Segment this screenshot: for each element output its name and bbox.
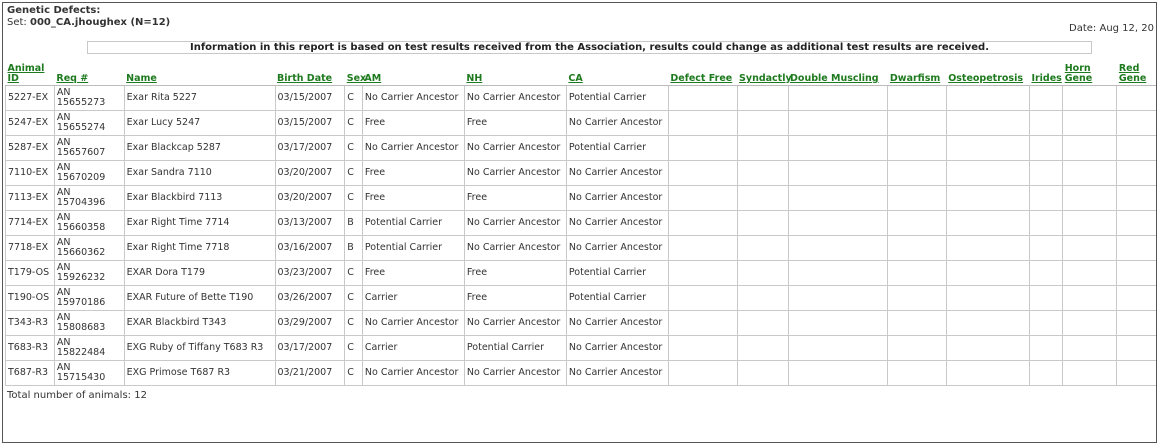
column-header [1117, 60, 1157, 86]
id-cell: 5227-EX [6, 86, 55, 111]
empty-cell [1063, 286, 1117, 311]
req-prefix: AN [56, 187, 71, 198]
empty-cell [788, 311, 888, 336]
table-row [6, 161, 1157, 186]
req-cell [54, 361, 124, 386]
column-header [946, 60, 1029, 86]
req-number: 15926232 [56, 272, 106, 283]
column-header [124, 60, 275, 86]
empty-cell [668, 261, 737, 286]
nh-cell: No Carrier Ancestor [464, 211, 566, 236]
name-cell: Exar Blackbird 7113 [124, 186, 275, 211]
empty-cell [946, 211, 1029, 236]
empty-cell [1029, 311, 1062, 336]
birth-cell: 03/23/2007 [275, 261, 345, 286]
empty-cell [946, 261, 1029, 286]
sort-link[interactable]: Red Gene [1118, 63, 1147, 84]
empty-cell [1063, 111, 1117, 136]
req-prefix: AN [56, 262, 71, 273]
empty-cell [946, 186, 1029, 211]
empty-cell [1029, 211, 1062, 236]
am-cell: No Carrier Ancestor [362, 361, 464, 386]
empty-cell [1117, 236, 1157, 261]
req-number: 15970186 [56, 297, 106, 308]
id-cell: T687-R3 [6, 361, 55, 386]
ca-cell: No Carrier Ancestor [566, 336, 668, 361]
req-cell [54, 311, 124, 336]
empty-cell [1063, 311, 1117, 336]
ca-cell: No Carrier Ancestor [566, 311, 668, 336]
ca-cell: No Carrier Ancestor [566, 111, 668, 136]
empty-cell [788, 236, 888, 261]
req-prefix: AN [56, 237, 71, 248]
sex-cell: C [345, 136, 363, 161]
table-row [6, 136, 1157, 161]
req-prefix: AN [56, 162, 71, 173]
req-number: 15660358 [56, 222, 106, 233]
sort-link[interactable]: Osteopetrosis [948, 73, 1023, 84]
empty-cell [668, 336, 737, 361]
empty-cell [946, 336, 1029, 361]
req-prefix: AN [56, 287, 71, 298]
name-cell: EXG Ruby of Tiffany T683 R3 [124, 336, 275, 361]
empty-cell [788, 86, 888, 111]
empty-cell [737, 361, 788, 386]
sex-cell: C [345, 111, 363, 136]
name-cell: Exar Lucy 5247 [124, 111, 275, 136]
table-row [6, 86, 1157, 111]
empty-cell [1063, 86, 1117, 111]
req-number: 15822484 [56, 347, 106, 358]
empty-cell [788, 161, 888, 186]
report-frame [2, 2, 1157, 443]
birth-cell: 03/21/2007 [275, 361, 345, 386]
empty-cell [1029, 136, 1062, 161]
sex-cell: C [345, 286, 363, 311]
nh-cell: Potential Carrier [464, 336, 566, 361]
req-number: 15660362 [56, 247, 106, 258]
am-cell: Carrier [362, 336, 464, 361]
name-cell: Exar Sandra 7110 [124, 161, 275, 186]
empty-cell [888, 311, 946, 336]
empty-cell [1029, 111, 1062, 136]
column-header [6, 60, 55, 86]
sort-link[interactable]: Sex [346, 73, 367, 84]
nh-cell: Free [464, 286, 566, 311]
nh-cell: Free [464, 261, 566, 286]
empty-cell [1117, 336, 1157, 361]
name-cell: EXG Primose T687 R3 [124, 361, 275, 386]
empty-cell [737, 261, 788, 286]
empty-cell [1117, 261, 1157, 286]
empty-cell [1117, 311, 1157, 336]
nh-cell: No Carrier Ancestor [464, 136, 566, 161]
table-row [6, 311, 1157, 336]
empty-cell [668, 311, 737, 336]
empty-cell [1029, 186, 1062, 211]
empty-cell [668, 111, 737, 136]
table-row [6, 111, 1157, 136]
empty-cell [788, 261, 888, 286]
empty-cell [1029, 261, 1062, 286]
ca-cell: No Carrier Ancestor [566, 236, 668, 261]
id-cell: 7110-EX [6, 161, 55, 186]
table-row [6, 261, 1157, 286]
am-cell: No Carrier Ancestor [362, 311, 464, 336]
sort-link[interactable]: AM [364, 73, 382, 84]
empty-cell [668, 86, 737, 111]
id-cell: 7714-EX [6, 211, 55, 236]
birth-cell: 03/15/2007 [275, 86, 345, 111]
nh-cell: No Carrier Ancestor [464, 161, 566, 186]
set-name: 000_CA.jhoughex (N=12) [29, 17, 171, 28]
am-cell: No Carrier Ancestor [362, 86, 464, 111]
empty-cell [1029, 336, 1062, 361]
empty-cell [1029, 361, 1062, 386]
req-number: 15715430 [56, 372, 106, 383]
empty-cell [737, 111, 788, 136]
req-prefix: AN [56, 212, 71, 223]
empty-cell [946, 311, 1029, 336]
empty-cell [888, 286, 946, 311]
empty-cell [788, 336, 888, 361]
sex-cell: C [345, 261, 363, 286]
column-header [362, 60, 464, 86]
name-cell: EXAR Future of Bette T190 [124, 286, 275, 311]
empty-cell [788, 211, 888, 236]
table-row [6, 361, 1157, 386]
req-prefix: AN [56, 87, 71, 98]
id-cell: T190-OS [6, 286, 55, 311]
set-line [7, 17, 170, 28]
table-row [6, 336, 1157, 361]
empty-cell [888, 211, 946, 236]
am-cell: Potential Carrier [362, 236, 464, 261]
empty-cell [1117, 161, 1157, 186]
req-prefix: AN [56, 137, 71, 148]
empty-cell [888, 336, 946, 361]
column-header [345, 60, 367, 86]
nh-cell: No Carrier Ancestor [464, 86, 566, 111]
table-row [6, 186, 1157, 211]
empty-cell [668, 136, 737, 161]
req-cell [54, 161, 124, 186]
set-prefix: Set: [7, 17, 27, 28]
am-cell: Carrier [362, 286, 464, 311]
req-prefix: AN [56, 112, 71, 123]
table-body [6, 86, 1157, 386]
birth-cell: 03/17/2007 [275, 136, 345, 161]
column-header [888, 60, 946, 86]
birth-cell: 03/26/2007 [275, 286, 345, 311]
empty-cell [668, 211, 737, 236]
ca-cell: No Carrier Ancestor [566, 211, 668, 236]
empty-cell [1063, 336, 1117, 361]
empty-cell [888, 86, 946, 111]
sort-link[interactable]: Name [126, 73, 157, 84]
name-cell: EXAR Blackbird T343 [124, 311, 275, 336]
empty-cell [668, 286, 737, 311]
sex-cell: C [345, 161, 363, 186]
empty-cell [1117, 211, 1157, 236]
sex-cell: C [345, 86, 363, 111]
sort-link[interactable]: Dwarfism [889, 73, 941, 84]
empty-cell [946, 136, 1029, 161]
empty-cell [737, 161, 788, 186]
empty-cell [737, 136, 788, 161]
empty-cell [1117, 361, 1157, 386]
am-cell: Potential Carrier [362, 211, 464, 236]
birth-cell: 03/17/2007 [275, 336, 345, 361]
req-cell [54, 86, 124, 111]
am-cell: Free [362, 186, 464, 211]
birth-cell: 03/13/2007 [275, 211, 345, 236]
birth-cell: 03/16/2007 [275, 236, 345, 261]
results-table [5, 60, 1157, 386]
sex-cell: C [345, 336, 363, 361]
table-row [6, 286, 1157, 311]
empty-cell [946, 236, 1029, 261]
empty-cell [946, 86, 1029, 111]
req-number: 15704396 [56, 197, 106, 208]
req-prefix: AN [56, 337, 71, 348]
empty-cell [946, 286, 1029, 311]
empty-cell [1063, 186, 1117, 211]
am-cell: No Carrier Ancestor [362, 136, 464, 161]
empty-cell [737, 86, 788, 111]
nh-cell: No Carrier Ancestor [464, 361, 566, 386]
req-number: 15655274 [56, 122, 106, 133]
name-cell: Exar Rita 5227 [124, 86, 275, 111]
report-date: Date: Aug 12, 20 [1069, 23, 1154, 34]
table-row [6, 236, 1157, 261]
req-cell [54, 286, 124, 311]
column-header [1029, 60, 1062, 86]
sort-link[interactable]: Defect Free [670, 73, 733, 84]
sex-cell: C [345, 186, 363, 211]
column-header [275, 60, 345, 86]
empty-cell [1117, 136, 1157, 161]
nh-cell: Free [464, 111, 566, 136]
empty-cell [737, 311, 788, 336]
column-header [464, 60, 566, 86]
empty-cell [1029, 161, 1062, 186]
req-number: 15670209 [56, 172, 106, 183]
birth-cell: 03/15/2007 [275, 111, 345, 136]
empty-cell [1029, 236, 1062, 261]
empty-cell [668, 361, 737, 386]
column-header [668, 60, 737, 86]
empty-cell [888, 236, 946, 261]
sort-link[interactable]: Irides [1031, 73, 1062, 84]
name-cell: Exar Right Time 7714 [124, 211, 275, 236]
name-cell: Exar Right Time 7718 [124, 236, 275, 261]
empty-cell [1029, 86, 1062, 111]
empty-cell [888, 136, 946, 161]
id-cell: T179-OS [6, 261, 55, 286]
sort-link[interactable]: NH [466, 73, 483, 84]
id-cell: 5287-EX [6, 136, 55, 161]
req-prefix: AN [56, 362, 71, 373]
empty-cell [737, 336, 788, 361]
empty-cell [1063, 236, 1117, 261]
ca-cell: No Carrier Ancestor [566, 161, 668, 186]
column-header [1063, 60, 1117, 86]
sort-link[interactable]: Req # [56, 73, 89, 84]
req-number: 15808683 [56, 322, 106, 333]
empty-cell [888, 186, 946, 211]
empty-cell [737, 186, 788, 211]
nh-cell: No Carrier Ancestor [464, 311, 566, 336]
req-cell [54, 136, 124, 161]
sex-cell: C [345, 311, 363, 336]
empty-cell [888, 111, 946, 136]
empty-cell [788, 186, 888, 211]
am-cell: Free [362, 111, 464, 136]
ca-cell: Potential Carrier [566, 86, 668, 111]
id-cell: T683-R3 [6, 336, 55, 361]
am-cell: Free [362, 161, 464, 186]
req-cell [54, 236, 124, 261]
empty-cell [888, 361, 946, 386]
empty-cell [1117, 286, 1157, 311]
empty-cell [946, 161, 1029, 186]
id-cell: 7113-EX [6, 186, 55, 211]
empty-cell [1117, 111, 1157, 136]
empty-cell [668, 161, 737, 186]
total-count: Total number of animals: 12 [7, 390, 147, 401]
column-header [788, 60, 888, 86]
nh-cell: Free [464, 186, 566, 211]
report-title: Genetic Defects: [7, 5, 101, 16]
ca-cell: Potential Carrier [566, 286, 668, 311]
empty-cell [788, 136, 888, 161]
nh-cell: No Carrier Ancestor [464, 236, 566, 261]
req-number: 15655273 [56, 97, 106, 108]
req-cell [54, 111, 124, 136]
empty-cell [1063, 361, 1117, 386]
req-cell [54, 211, 124, 236]
req-cell [54, 336, 124, 361]
ca-cell: No Carrier Ancestor [566, 186, 668, 211]
empty-cell [1029, 286, 1062, 311]
empty-cell [1063, 261, 1117, 286]
empty-cell [1063, 161, 1117, 186]
empty-cell [888, 261, 946, 286]
req-number: 15657607 [56, 147, 106, 158]
sort-link[interactable]: Double Muscling [790, 73, 879, 84]
column-header [566, 60, 668, 86]
empty-cell [788, 361, 888, 386]
empty-cell [788, 111, 888, 136]
empty-cell [1063, 211, 1117, 236]
column-header [54, 60, 124, 86]
req-prefix: AN [56, 312, 71, 323]
empty-cell [888, 161, 946, 186]
info-notice: Information in this report is based on test results received from the Association, results could change as additional test results are received. [87, 41, 1092, 54]
empty-cell [946, 111, 1029, 136]
ca-cell: Potential Carrier [566, 136, 668, 161]
empty-cell [737, 236, 788, 261]
req-cell [54, 261, 124, 286]
empty-cell [668, 186, 737, 211]
sex-cell: B [345, 211, 363, 236]
empty-cell [946, 361, 1029, 386]
sort-link[interactable]: Animal ID [7, 63, 45, 84]
empty-cell [737, 211, 788, 236]
birth-cell: 03/29/2007 [275, 311, 345, 336]
sort-link[interactable]: Birth Date [277, 73, 333, 84]
column-header [737, 60, 792, 86]
empty-cell [788, 286, 888, 311]
sort-link[interactable]: Syndactly [739, 73, 792, 84]
ca-cell: No Carrier Ancestor [566, 361, 668, 386]
id-cell: T343-R3 [6, 311, 55, 336]
am-cell: Free [362, 261, 464, 286]
name-cell: Exar Blackcap 5287 [124, 136, 275, 161]
empty-cell [1117, 86, 1157, 111]
table-row [6, 211, 1157, 236]
empty-cell [737, 286, 788, 311]
sort-link[interactable]: CA [568, 73, 583, 84]
sex-cell: B [345, 236, 363, 261]
id-cell: 7718-EX [6, 236, 55, 261]
sex-cell: C [345, 361, 363, 386]
name-cell: EXAR Dora T179 [124, 261, 275, 286]
empty-cell [1063, 136, 1117, 161]
empty-cell [668, 236, 737, 261]
ca-cell: Potential Carrier [566, 261, 668, 286]
req-cell [54, 186, 124, 211]
birth-cell: 03/20/2007 [275, 161, 345, 186]
birth-cell: 03/20/2007 [275, 186, 345, 211]
empty-cell [1117, 186, 1157, 211]
header-row [6, 60, 1157, 86]
sort-link[interactable]: Horn Gene [1064, 63, 1093, 84]
id-cell: 5247-EX [6, 111, 55, 136]
